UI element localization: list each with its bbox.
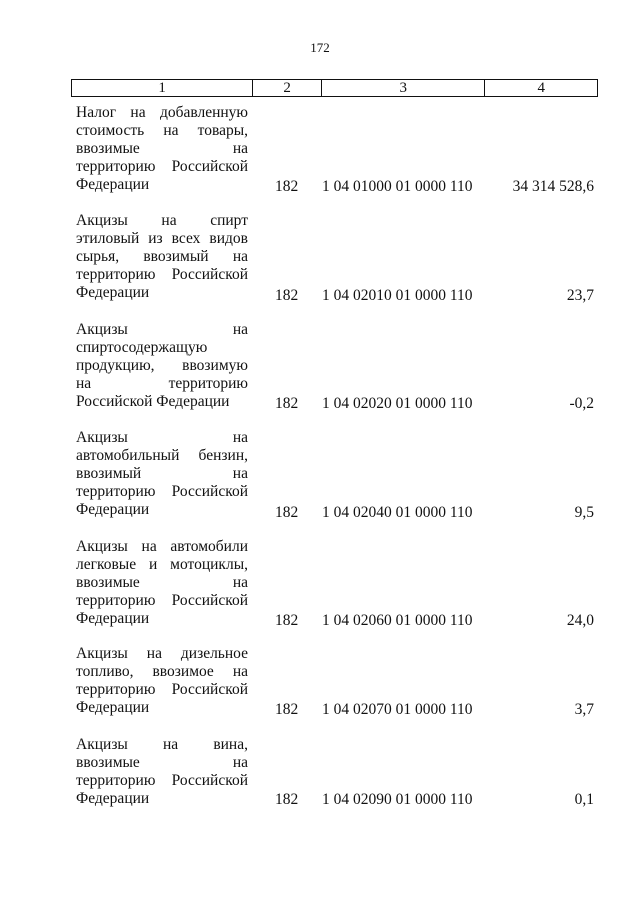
admin-code: 182 [275,287,299,304]
description-line: сырья, ввозимый на [76,248,248,266]
row-description [76,104,248,194]
budget-classification-code: 1 04 02090 01 0000 110 [322,791,473,808]
description-line: Федерации [76,501,150,519]
amount: -0,2 [569,395,594,412]
description-line: территорию Российской [76,483,248,501]
budget-classification-code: 1 04 02070 01 0000 110 [322,701,473,718]
description-line: стоимость на товары, [76,122,248,140]
row-description [76,321,248,411]
admin-code: 182 [275,701,299,718]
description-line: Налог на добавленную [76,104,248,121]
description-line: ввозимые на [76,574,248,592]
table-row [0,321,640,429]
amount: 9,5 [574,504,594,521]
table-row [0,212,640,321]
description-line: этиловый из всех видов [76,230,248,248]
row-description [76,736,248,808]
budget-classification-code: 1 04 02060 01 0000 110 [322,612,473,629]
header-col-2: 2 [253,80,322,96]
row-description [76,645,248,717]
amount: 34 314 528,6 [512,178,594,195]
description-line: территорию Российской [76,158,248,176]
description-line: Федерации [76,176,150,194]
table-row [0,645,640,736]
admin-code: 182 [275,791,299,808]
description-line: Федерации [76,790,150,808]
table-row [0,736,640,826]
description-line: спиртосодержащую [76,339,208,357]
description-line: на территорию [76,375,248,393]
description-line: территорию Российской [76,592,248,610]
description-line: ввозимые на [76,754,248,772]
budget-classification-code: 1 04 01000 01 0000 110 [322,178,473,195]
row-description [76,429,248,519]
admin-code: 182 [275,395,299,412]
description-line: ввозимый на [76,465,248,483]
description-line: Федерации [76,284,150,302]
description-line: Акцизы на вина, [76,736,248,753]
header-col-3: 3 [322,80,485,96]
header-col-1: 1 [72,80,253,96]
amount: 23,7 [566,287,594,304]
description-line: топливо, ввозимое на [76,663,248,681]
description-line: Акцизы на автомобили [76,538,248,555]
description-line: Федерации [76,610,150,628]
table-row [0,104,640,212]
description-line: продукцию, ввозимую [76,357,248,375]
description-line: ввозимые на [76,140,248,158]
table-row [0,538,640,645]
admin-code: 182 [275,178,299,195]
admin-code: 182 [275,612,299,629]
description-line: Федерации [76,699,150,717]
page-number: 172 [310,40,330,55]
description-line: Акцизы на спирт [76,212,248,229]
row-description [76,212,248,302]
table-row [0,429,640,538]
table-header [71,79,598,97]
amount: 0,1 [574,791,594,808]
budget-classification-code: 1 04 02020 01 0000 110 [322,395,473,412]
description-line: Акцизы на [76,321,248,338]
description-line: территорию Российской [76,681,248,699]
budget-classification-code: 1 04 02010 01 0000 110 [322,287,473,304]
admin-code: 182 [275,504,299,521]
description-line: Акцизы на [76,429,248,446]
description-line: Акцизы на дизельное [76,645,248,662]
budget-classification-code: 1 04 02040 01 0000 110 [322,504,473,521]
description-line: автомобильный бензин, [76,447,248,465]
table-body [0,104,640,826]
amount: 3,7 [574,701,594,718]
row-description [76,538,248,628]
amount: 24,0 [566,612,594,629]
description-line: легковые и мотоциклы, [76,556,248,574]
description-line: Российской Федерации [76,393,230,411]
header-col-4: 4 [537,80,545,96]
description-line: территорию Российской [76,266,248,284]
description-line: территорию Российской [76,772,248,790]
